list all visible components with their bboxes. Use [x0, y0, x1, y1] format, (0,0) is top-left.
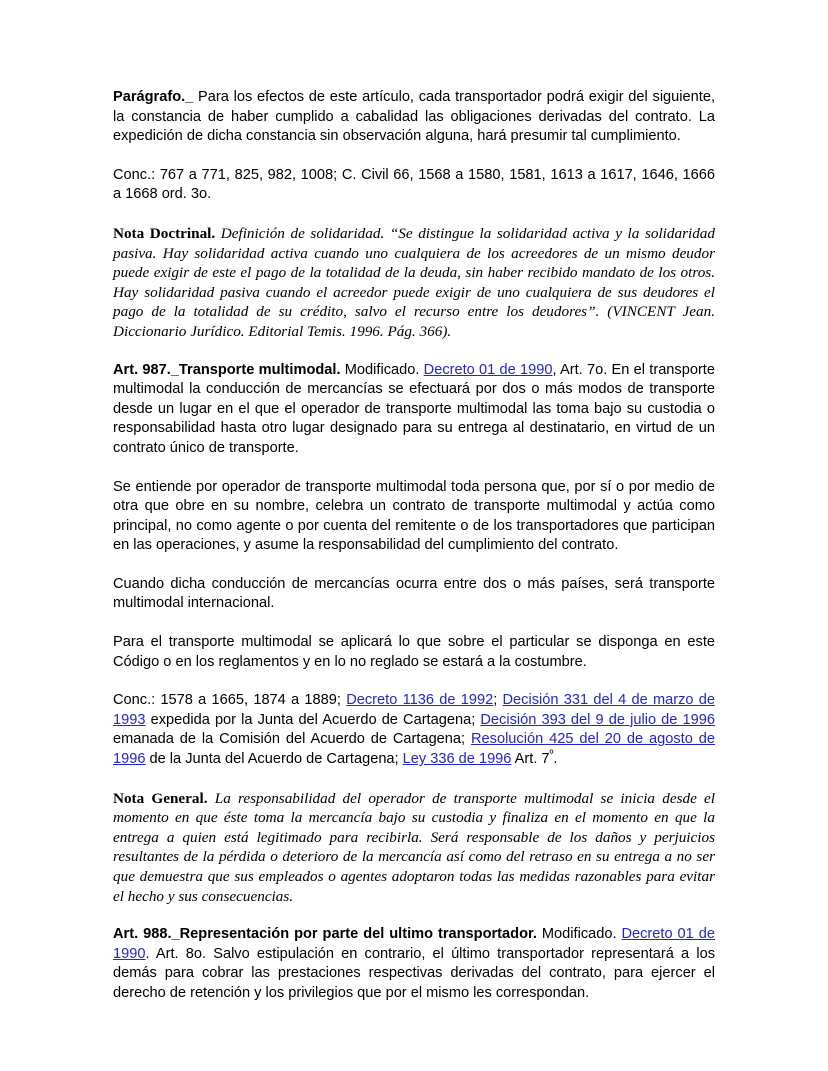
- art-987-p3-text: Cuando dicha conducción de mercancías ocurra entre dos o más países, será transporte multimodal internacional.: [113, 575, 715, 612]
- paragraph-art-988: [113, 925, 715, 1003]
- paragrafo-text: Para los efectos de este artículo, cada transportador podrá exigir del siguiente, la constancia de haber cumplido a cabalidad las obligaciones derivadas del contrato. La expedición de dicha constancia sin observación alguna, hará presumir tal cumplimiento.: [113, 89, 715, 145]
- paragraph-art-987-p3: [113, 575, 715, 614]
- paragraph-art-987-p4: [113, 633, 715, 672]
- paragraph-art-987-p2: [113, 478, 715, 556]
- paragraph-nota-general: [113, 789, 715, 907]
- conc-text-run: de la Junta del Acuerdo de Cartagena;: [145, 751, 403, 768]
- paragraph-paragrafo: [113, 88, 715, 147]
- nota-general-text: La responsabilidad del operador de transporte multimodal se inicia desde el momento en que éste toma la mercancía bajo su custodia y finaliza en el momento en que la entrega a quien está legitimado para recibirla. Será responsable de los daños y perjuicios resultantes de la pérdida o deterioro de la mercancía así como del retraso en su entrega a no ser que demuestra que sus empleados o agentes adoptaron todas las medidas razonables para evitar el hecho y sus consecuencias.: [113, 789, 715, 905]
- nota-general-label: Nota General.: [113, 789, 208, 807]
- paragraph-conc-2: [113, 691, 715, 769]
- conc-1-text: Conc.: 767 a 771, 825, 982, 1008; C. Civil 66, 1568 a 1580, 1581, 1613 a 1617, 1646, 1666 a 1668 ord. 3o.: [113, 166, 715, 203]
- art-988-before-link: Modificado.: [536, 926, 622, 943]
- conc-link-3[interactable]: Decisión 393 del 9 de julio de 1996: [480, 711, 715, 728]
- art-987-p2-text: Se entiende por operador de transporte multimodal toda persona que, por sí o por medio de otra que obre en su nombre, celebra un contrato de transporte multimodal y actúa como principal, no como agente o por cuenta del remitente o de los transportadores que participan en las operaciones, y asume la responsabilidad del cumplimiento del contrato.: [113, 478, 715, 554]
- conc-text-run: expedida por la Junta del Acuerdo de Cartagena;: [145, 711, 481, 728]
- conc-link-2[interactable]: Decisión 331 del 4 de marzo de 1993: [113, 692, 716, 728]
- paragraph-nota-doctrinal: [113, 224, 715, 342]
- ordinal-marker: º: [549, 748, 554, 761]
- conc-text-run: ;: [493, 692, 503, 709]
- conc-link-1[interactable]: Decreto 1136 de 1992: [346, 692, 494, 709]
- paragrafo-label: Parágrafo._: [113, 89, 194, 105]
- art-988-after-link: . Art. 8o. Salvo estipulación en contrario, el último transportador representará a los demás para cobrar las prestaciones respectivas derivadas del contrato, para ejercer el derecho de retención y los privilegios que por el mismo les correspondan.: [113, 945, 715, 1001]
- conc-text-run: emanada de la Comisión del Acuerdo de Cartagena;: [113, 731, 471, 748]
- nota-doctrinal-label: Nota Doctrinal.: [113, 224, 216, 242]
- conc-text-run: Art. 7: [511, 751, 550, 768]
- nota-doctrinal-text: Definición de solidaridad. “Se distingue la solidaridad activa y la solidaridad pasiva. Hay solidaridad activa cuando uno cualquiera de los acreedores de un mismo deudor puede exigir de este el pago de la totalidad de la deuda, sin haber recibido mandato de los otros. Hay solidaridad pasiva cuando el acreedor puede exigir de uno cualquiera de sus deudores el pago de la totalidad de su crédito, salvo el recurso entre los deudores”. (VINCENT Jean. Diccionario Jurídico. Editorial Temis. 1996. Pág. 366).: [113, 224, 715, 340]
- art-987-before-link: Modificado.: [340, 361, 424, 378]
- conc-link-4[interactable]: Resolución 425 del 20 de agosto de 1996: [113, 731, 715, 768]
- art-987-p4-text: Para el transporte multimodal se aplicará lo que sobre el particular se disponga en este Código o en los reglamentos y en lo no reglado se estará a la costumbre.: [113, 634, 715, 670]
- art-987-after-link: , Art. 7o. En el transporte multimodal la conducción de mercancías se efectuará por dos o más modos de transporte desde un lugar en el que el operador de transporte multimodal las toma bajo su custodia o responsabilidad hasta otro lugar designado para su entrega al destinatario, en virtud de un contrato único de transporte.: [113, 361, 715, 456]
- art-987-heading: Art. 987._Transporte multimodal.: [113, 361, 341, 378]
- paragraph-art-987: [113, 361, 715, 459]
- link-decreto-01-de-1990[interactable]: Decreto 01 de 1990: [423, 361, 553, 378]
- conc-text-run: Conc.: 1578 a 1665, 1874 a 1889;: [113, 692, 347, 709]
- paragraph-conc-1: [113, 166, 715, 205]
- link-decreto-01-de-1990-2[interactable]: Decreto 01 de 1990: [113, 926, 715, 962]
- conc-text-run: .: [553, 751, 558, 768]
- art-988-heading: Art. 988._Representación por parte del ultimo transportador.: [113, 926, 537, 943]
- document-text-column: [113, 88, 715, 1004]
- conc-link-5[interactable]: Ley 336 de 1996: [402, 751, 512, 768]
